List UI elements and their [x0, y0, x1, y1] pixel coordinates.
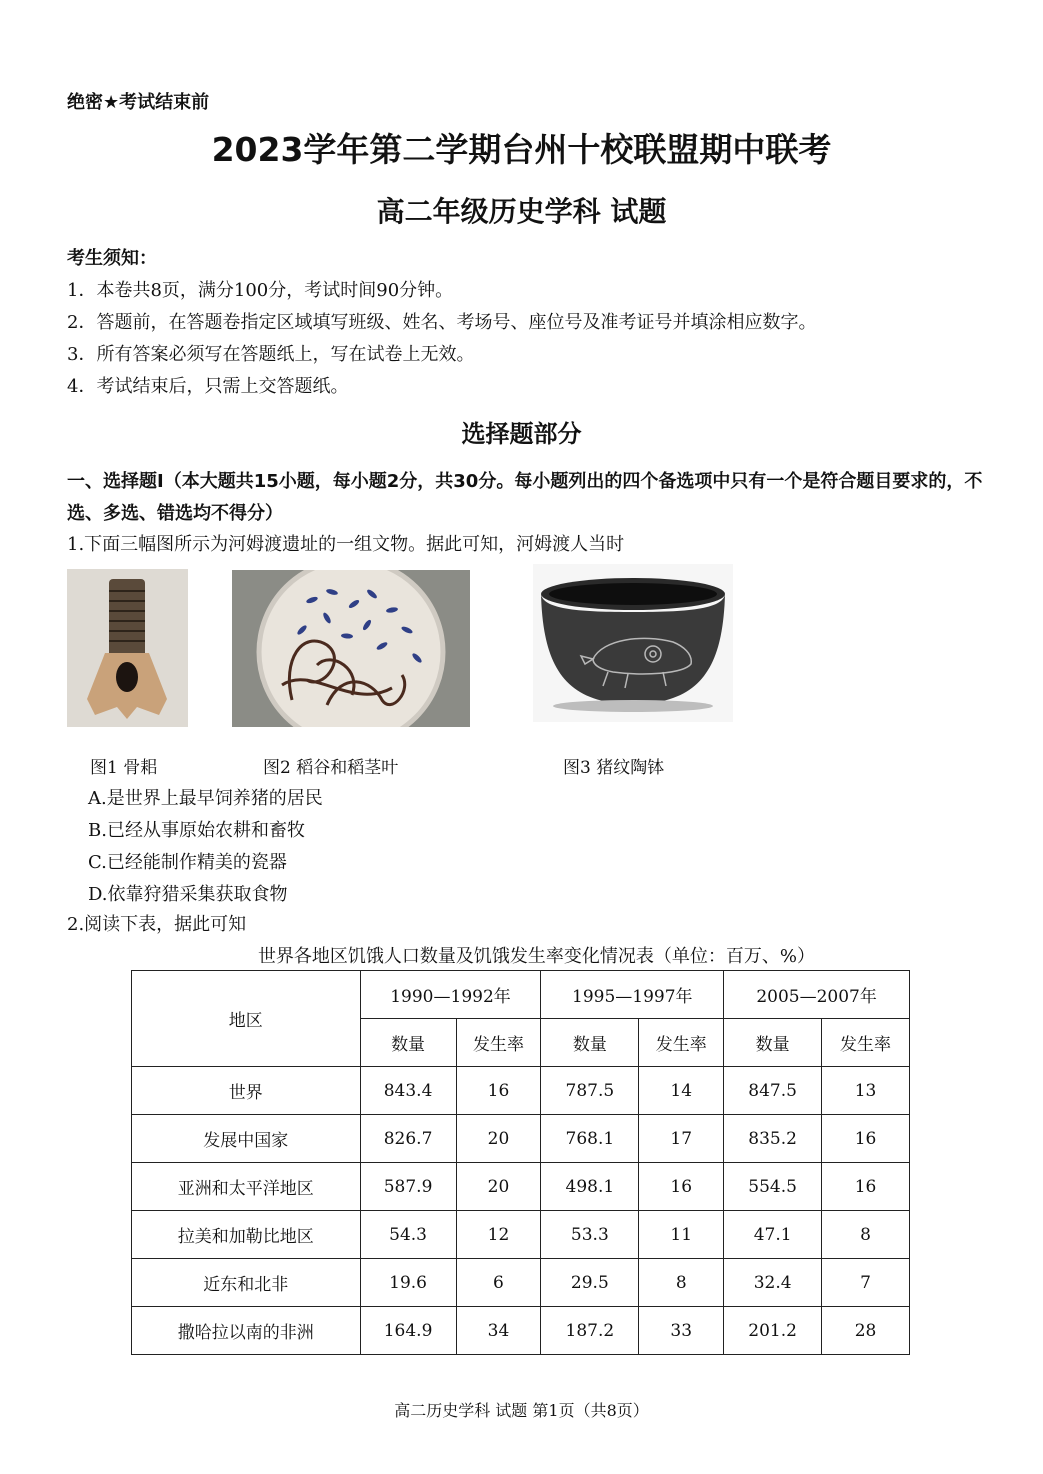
bone-spade-image [67, 569, 188, 727]
region-cell: 撒哈拉以南的非洲 [132, 1307, 361, 1355]
count-cell: 19.6 [360, 1259, 456, 1307]
exam-subtitle: 高二年级历史学科 试题 [376, 195, 667, 228]
period-header: 1995—1997年 [541, 971, 724, 1019]
table-row [132, 1307, 910, 1355]
count-cell: 554.5 [724, 1163, 822, 1211]
region-cell: 世界 [132, 1067, 361, 1115]
region-header: 地区 [132, 971, 361, 1067]
rate-cell: 11 [639, 1211, 724, 1259]
region-cell: 发展中国家 [132, 1115, 361, 1163]
confidential-label: 绝密★考试结束前 [67, 92, 210, 113]
count-cell: 843.4 [360, 1067, 456, 1115]
rice-grains-image [232, 570, 470, 727]
period-header: 2005—2007年 [724, 971, 910, 1019]
hunger-data-table [131, 970, 910, 1355]
question-1-stem: 1.下面三幅图所示为河姆渡遗址的一组文物。据此可知，河姆渡人当时 [67, 534, 625, 555]
sub-header-rate: 发生率 [639, 1019, 724, 1067]
question-2-stem: 2.阅读下表，据此可知 [67, 914, 247, 935]
rate-cell: 14 [639, 1067, 724, 1115]
region-cell: 拉美和加勒比地区 [132, 1211, 361, 1259]
rate-cell: 34 [456, 1307, 541, 1355]
table-row [132, 1211, 910, 1259]
count-cell: 201.2 [724, 1307, 822, 1355]
sub-header-count: 数量 [360, 1019, 456, 1067]
rate-cell: 28 [822, 1307, 910, 1355]
count-cell: 835.2 [724, 1115, 822, 1163]
rate-cell: 16 [822, 1115, 910, 1163]
exam-title: 2023学年第二学期台州十校联盟期中联考 [211, 130, 832, 169]
count-cell: 826.7 [360, 1115, 456, 1163]
rate-cell: 7 [822, 1259, 910, 1307]
rate-cell: 16 [639, 1163, 724, 1211]
figure-1-caption: 图1 骨耜 [90, 758, 158, 778]
count-cell: 498.1 [541, 1163, 639, 1211]
table-row [132, 1259, 910, 1307]
rate-cell: 13 [822, 1067, 910, 1115]
count-cell: 29.5 [541, 1259, 639, 1307]
rate-cell: 16 [822, 1163, 910, 1211]
region-cell: 亚洲和太平洋地区 [132, 1163, 361, 1211]
rate-cell: 8 [822, 1211, 910, 1259]
rate-cell: 20 [456, 1163, 541, 1211]
count-cell: 54.3 [360, 1211, 456, 1259]
rate-cell: 16 [456, 1067, 541, 1115]
page-footer: 高二历史学科 试题 第1页（共8页） [394, 1401, 649, 1420]
count-cell: 187.2 [541, 1307, 639, 1355]
table-row [132, 1163, 910, 1211]
table-row [132, 1067, 910, 1115]
figure-2-caption: 图2 稻谷和稻茎叶 [263, 758, 399, 778]
count-cell: 768.1 [541, 1115, 639, 1163]
sub-header-count: 数量 [724, 1019, 822, 1067]
sub-header-rate: 发生率 [822, 1019, 910, 1067]
option-a[interactable]: A.是世界上最早饲养猪的居民 [88, 788, 323, 809]
count-cell: 32.4 [724, 1259, 822, 1307]
rate-cell: 17 [639, 1115, 724, 1163]
sub-header-rate: 发生率 [456, 1019, 541, 1067]
figure-3-caption: 图3 猪纹陶钵 [563, 758, 665, 778]
pottery-bowl-image [533, 564, 733, 722]
rate-cell: 8 [639, 1259, 724, 1307]
notice-item: 1．本卷共8页，满分100分，考试时间90分钟。 [67, 280, 454, 301]
sub-header-count: 数量 [541, 1019, 639, 1067]
table-caption: 世界各地区饥饿人口数量及饥饿发生率变化情况表（单位：百万、%） [257, 946, 816, 967]
region-cell: 近东和北非 [132, 1259, 361, 1307]
notice-heading: 考生须知： [67, 248, 157, 269]
notice-item: 2．答题前，在答题卷指定区域填写班级、姓名、考场号、座位号及准考证号并填涂相应数字。 [67, 312, 817, 333]
section-title: 选择题部分 [461, 420, 582, 448]
notice-item: 3．所有答案必须写在答题纸上，写在试卷上无效。 [67, 344, 475, 365]
option-b[interactable]: B.已经从事原始农耕和畜牧 [88, 820, 305, 841]
part-heading: 一、选择题Ⅰ（本大题共15小题，每小题2分，共30分。每小题列出的四个备选项中只有一个是符合题目要求的，不选、多选、错选均不得分） [67, 471, 983, 524]
option-c[interactable]: C.已经能制作精美的瓷器 [88, 852, 287, 873]
count-cell: 587.9 [360, 1163, 456, 1211]
count-cell: 787.5 [541, 1067, 639, 1115]
count-cell: 847.5 [724, 1067, 822, 1115]
notice-item: 4．考试结束后，只需上交答题纸。 [67, 376, 349, 397]
count-cell: 53.3 [541, 1211, 639, 1259]
table-row [132, 1115, 910, 1163]
count-cell: 164.9 [360, 1307, 456, 1355]
period-header: 1990—1992年 [360, 971, 541, 1019]
count-cell: 47.1 [724, 1211, 822, 1259]
option-d[interactable]: D.依靠狩猎采集获取食物 [88, 884, 288, 905]
rate-cell: 6 [456, 1259, 541, 1307]
rate-cell: 12 [456, 1211, 541, 1259]
rate-cell: 33 [639, 1307, 724, 1355]
rate-cell: 20 [456, 1115, 541, 1163]
